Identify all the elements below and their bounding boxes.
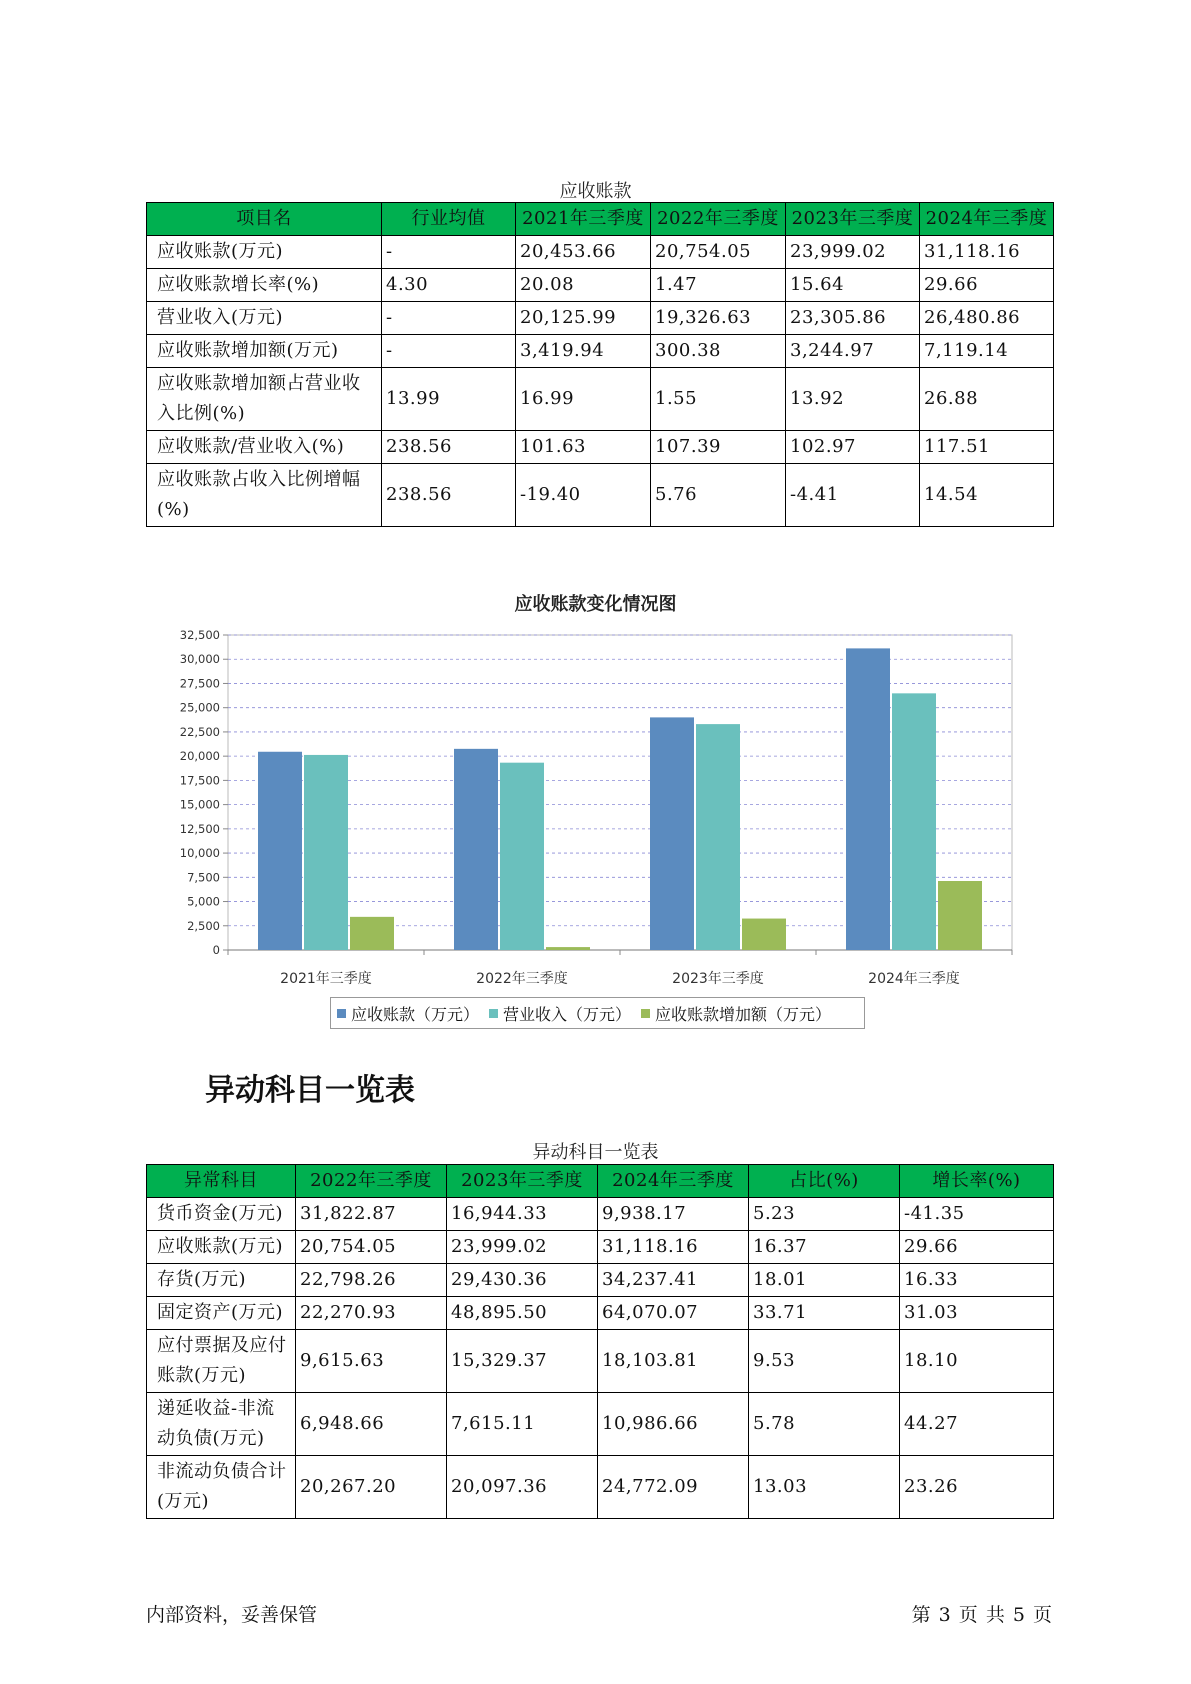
cell: 31,118.16 — [598, 1231, 749, 1264]
table-row — [147, 1264, 1054, 1297]
cell: 31.03 — [900, 1297, 1054, 1330]
cell: 5.23 — [749, 1198, 900, 1231]
cell: 4.30 — [382, 269, 516, 302]
cell: 22,798.26 — [296, 1264, 447, 1297]
table-row — [147, 464, 1054, 527]
cell: 3,244.97 — [786, 335, 920, 368]
cell: 23,999.02 — [447, 1231, 598, 1264]
chart-title: 应收账款变化情况图 — [514, 594, 677, 615]
table2-caption: 异动科目一览表 — [532, 1142, 659, 1163]
row-label: 应收账款/营业收入(%) — [147, 431, 382, 464]
cell: 20,453.66 — [516, 236, 651, 269]
cell: 14.54 — [920, 464, 1054, 527]
table-header-row — [147, 1165, 1054, 1198]
bar — [650, 717, 694, 950]
bar — [938, 881, 982, 950]
row-label: 应收账款增长率(%) — [147, 269, 382, 302]
cell: 29.66 — [920, 269, 1054, 302]
cell: 5.76 — [651, 464, 786, 527]
col-header: 异常科目 — [147, 1165, 296, 1198]
row-label: 递延收益-非流动负债(万元) — [147, 1393, 296, 1456]
cell: 31,118.16 — [920, 236, 1054, 269]
y-tick-label: 27,500 — [179, 676, 220, 691]
bar — [304, 755, 348, 950]
cell: 24,772.09 — [598, 1456, 749, 1519]
cell: 16.33 — [900, 1264, 1054, 1297]
bar — [742, 919, 786, 950]
legend-item — [337, 1002, 479, 1025]
cell: 7,615.11 — [447, 1393, 598, 1456]
bar — [892, 693, 936, 950]
row-label: 应收账款占收入比例增幅(%) — [147, 464, 382, 527]
cell: 20,754.05 — [651, 236, 786, 269]
cell: 102.97 — [786, 431, 920, 464]
cell: 26.88 — [920, 368, 1054, 431]
col-header: 行业均值 — [382, 203, 516, 236]
table-row — [147, 368, 1054, 431]
cell: - — [382, 302, 516, 335]
cell: 1.55 — [651, 368, 786, 431]
cell: 23,305.86 — [786, 302, 920, 335]
table-row — [147, 302, 1054, 335]
y-tick-label: 30,000 — [179, 652, 220, 667]
row-label: 应付票据及应付账款(万元) — [147, 1330, 296, 1393]
legend-label: 应收账款（万元） — [351, 1004, 480, 1024]
y-tick-label: 25,000 — [179, 700, 220, 715]
bar — [350, 917, 394, 950]
cell: -4.41 — [786, 464, 920, 527]
cell: 44.27 — [900, 1393, 1054, 1456]
cell: 15.64 — [786, 269, 920, 302]
cell: 107.39 — [651, 431, 786, 464]
cell: 20,097.36 — [447, 1456, 598, 1519]
cell: 9,938.17 — [598, 1198, 749, 1231]
legend-label: 应收账款增加额（万元） — [655, 1004, 832, 1024]
cell: 6,948.66 — [296, 1393, 447, 1456]
col-header: 2024年三季度 — [598, 1165, 749, 1198]
receivables-bar-chart — [160, 620, 1030, 1000]
table-header-row — [147, 203, 1054, 236]
cell: 10,986.66 — [598, 1393, 749, 1456]
y-tick-label: 10,000 — [179, 846, 220, 861]
table-row — [147, 236, 1054, 269]
legend-item — [489, 1002, 631, 1025]
cell: 5.78 — [749, 1393, 900, 1456]
cell: 238.56 — [382, 431, 516, 464]
cell: 300.38 — [651, 335, 786, 368]
y-tick-label: 17,500 — [179, 773, 220, 788]
cell: 26,480.86 — [920, 302, 1054, 335]
table-row — [147, 1198, 1054, 1231]
cell: 13.03 — [749, 1456, 900, 1519]
cell: 64,070.07 — [598, 1297, 749, 1330]
legend-swatch — [337, 1009, 346, 1018]
col-header: 2021年三季度 — [516, 203, 651, 236]
cell: 29.66 — [900, 1231, 1054, 1264]
cell: 16.37 — [749, 1231, 900, 1264]
col-header: 占比(%) — [749, 1165, 900, 1198]
col-header: 2023年三季度 — [786, 203, 920, 236]
y-tick-label: 5,000 — [187, 894, 220, 909]
cell: 18,103.81 — [598, 1330, 749, 1393]
cell: 33.71 — [749, 1297, 900, 1330]
row-label: 非流动负债合计(万元) — [147, 1456, 296, 1519]
bar — [454, 749, 498, 950]
table-row — [147, 1393, 1054, 1456]
row-label: 应收账款(万元) — [147, 236, 382, 269]
cell: 15,329.37 — [447, 1330, 598, 1393]
col-header: 2022年三季度 — [651, 203, 786, 236]
row-label: 应收账款增加额(万元) — [147, 335, 382, 368]
cell: 101.63 — [516, 431, 651, 464]
chart-legend — [330, 997, 865, 1029]
col-header: 项目名 — [147, 203, 382, 236]
y-tick-label: 2,500 — [187, 918, 220, 933]
legend-swatch — [489, 1009, 498, 1018]
cell: 22,270.93 — [296, 1297, 447, 1330]
x-tick-label: 2022年三季度 — [476, 971, 568, 987]
col-header: 增长率(%) — [900, 1165, 1054, 1198]
y-tick-label: 15,000 — [179, 797, 220, 812]
page-number: 第 3 页 共 5 页 — [911, 1604, 1053, 1626]
cell: 117.51 — [920, 431, 1054, 464]
table-row — [147, 1297, 1054, 1330]
cell: 16.99 — [516, 368, 651, 431]
cell: 20,125.99 — [516, 302, 651, 335]
cell: 20,754.05 — [296, 1231, 447, 1264]
cell: 18.01 — [749, 1264, 900, 1297]
receivables-table — [146, 202, 1054, 527]
table-row — [147, 269, 1054, 302]
bar — [696, 724, 740, 950]
cell: 23,999.02 — [786, 236, 920, 269]
cell: 31,822.87 — [296, 1198, 447, 1231]
cell: 16,944.33 — [447, 1198, 598, 1231]
cell: 3,419.94 — [516, 335, 651, 368]
row-label: 应收账款(万元) — [147, 1231, 296, 1264]
cell: 1.47 — [651, 269, 786, 302]
row-label: 货币资金(万元) — [147, 1198, 296, 1231]
y-tick-label: 7,500 — [187, 870, 220, 885]
legend-item — [641, 1002, 831, 1025]
cell: 19,326.63 — [651, 302, 786, 335]
cell: 23.26 — [900, 1456, 1054, 1519]
x-tick-label: 2023年三季度 — [672, 971, 764, 987]
cell: -41.35 — [900, 1198, 1054, 1231]
y-tick-label: 22,500 — [179, 724, 220, 739]
row-label: 应收账款增加额占营业收入比例(%) — [147, 368, 382, 431]
row-label: 存货(万元) — [147, 1264, 296, 1297]
table-row — [147, 1330, 1054, 1393]
x-tick-label: 2021年三季度 — [280, 971, 372, 987]
cell: - — [382, 236, 516, 269]
cell: 34,237.41 — [598, 1264, 749, 1297]
cell: 13.92 — [786, 368, 920, 431]
cell: 7,119.14 — [920, 335, 1054, 368]
y-tick-label: 12,500 — [179, 821, 220, 836]
cell: 18.10 — [900, 1330, 1054, 1393]
bar — [846, 648, 890, 950]
legend-label: 营业收入（万元） — [503, 1004, 632, 1024]
bar — [500, 763, 544, 950]
cell: 9,615.63 — [296, 1330, 447, 1393]
bar — [546, 947, 590, 950]
row-label: 固定资产(万元) — [147, 1297, 296, 1330]
table1-caption: 应收账款 — [559, 181, 632, 202]
table-row — [147, 1456, 1054, 1519]
col-header: 2024年三季度 — [920, 203, 1054, 236]
table-row — [147, 431, 1054, 464]
y-tick-label: 20,000 — [179, 749, 220, 764]
abnormal-items-table — [146, 1164, 1054, 1519]
row-label: 营业收入(万元) — [147, 302, 382, 335]
cell: 238.56 — [382, 464, 516, 527]
cell: 20,267.20 — [296, 1456, 447, 1519]
table-row — [147, 335, 1054, 368]
cell: 13.99 — [382, 368, 516, 431]
section-heading: 异动科目一览表 — [205, 1073, 415, 1108]
y-tick-label: 32,500 — [179, 628, 220, 642]
table-row — [147, 1231, 1054, 1264]
col-header: 2023年三季度 — [447, 1165, 598, 1198]
cell: -19.40 — [516, 464, 651, 527]
y-tick-label: 0 — [212, 943, 220, 957]
cell: 48,895.50 — [447, 1297, 598, 1330]
cell: 29,430.36 — [447, 1264, 598, 1297]
x-tick-label: 2024年三季度 — [868, 971, 960, 987]
bar — [258, 752, 302, 950]
cell: 20.08 — [516, 269, 651, 302]
col-header: 2022年三季度 — [296, 1165, 447, 1198]
footer-note: 内部资料，妥善保管 — [146, 1604, 318, 1626]
cell: 9.53 — [749, 1330, 900, 1393]
cell: - — [382, 335, 516, 368]
legend-swatch — [641, 1009, 650, 1018]
